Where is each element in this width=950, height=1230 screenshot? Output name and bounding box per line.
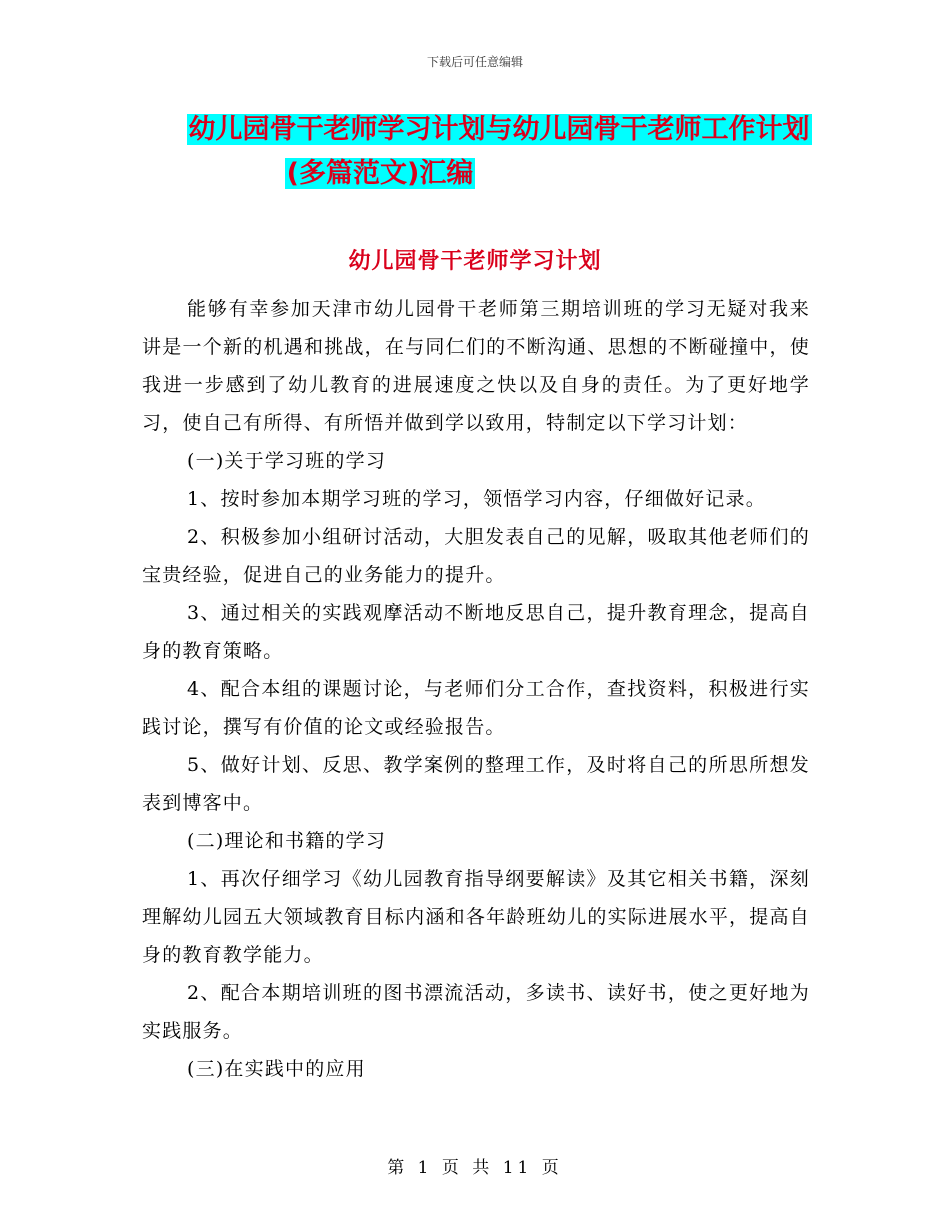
list-item: 2、配合本期培训班的图书漂流活动，多读书、读好书，使之更好地为实践服务。 — [142, 982, 810, 1042]
list-item: 5、做好计划、反思、教学案例的整理工作，及时将自己的所思所想发表到博客中。 — [142, 754, 810, 814]
list-item: 4、配合本组的课题讨论，与老师们分工合作，查找资料，积极进行实践讨论，撰写有价值的论文或经验报告。 — [142, 678, 810, 738]
document-title-text-1: 幼儿园骨干老师学习计划与幼儿园骨干老师工作计划 — [188, 114, 810, 145]
document-body — [142, 290, 810, 1088]
paragraph-intro: 能够有幸参加天津市幼儿园骨干老师第三期培训班的学习无疑对我来讲是一个新的机遇和挑战，在与同仁们的不断沟通、思想的不断碰撞中，使我进一步感到了幼儿教育的进展速度之快以及自身的责任。为了更好地学习，使自己有所得、有所悟并做到学以致用，特制定以下学习计划： — [142, 298, 810, 434]
document-title-line-1 — [24, 110, 950, 150]
subheading-3: (三)在实践中的应用 — [187, 1058, 366, 1080]
subheading-1: (一)关于学习班的学习 — [187, 450, 387, 472]
header-note: 下载后可任意编辑 — [426, 55, 523, 69]
list-item: 1、按时参加本期学习班的学习，领悟学习内容，仔细做好记录。 — [187, 488, 766, 510]
section-title: 幼儿园骨干老师学习计划 — [348, 249, 602, 274]
list-item: 1、再次仔细学习《幼儿园教育指导纲要解读》及其它相关书籍，深刻理解幼儿园五大领域教育目标内涵和各年龄班幼儿的实际进展水平，提高自身的教育教学能力。 — [142, 868, 810, 966]
list-item: 2、积极参加小组研讨活动，大胆发表自己的见解，吸取其他老师们的宝贵经验，促进自己的业务能力的提升。 — [142, 526, 810, 586]
list-item: 3、通过相关的实践观摩活动不断地反思自己，提升教育理念，提高自身的教育策略。 — [142, 602, 810, 662]
document-title-text-2: (多篇范文)汇编 — [286, 158, 474, 189]
document-title-line-2 — [0, 154, 855, 194]
subheading-2: (二)理论和书籍的学习 — [187, 830, 387, 852]
page-footer: 第 1 页 共 11 页 — [387, 1158, 563, 1178]
